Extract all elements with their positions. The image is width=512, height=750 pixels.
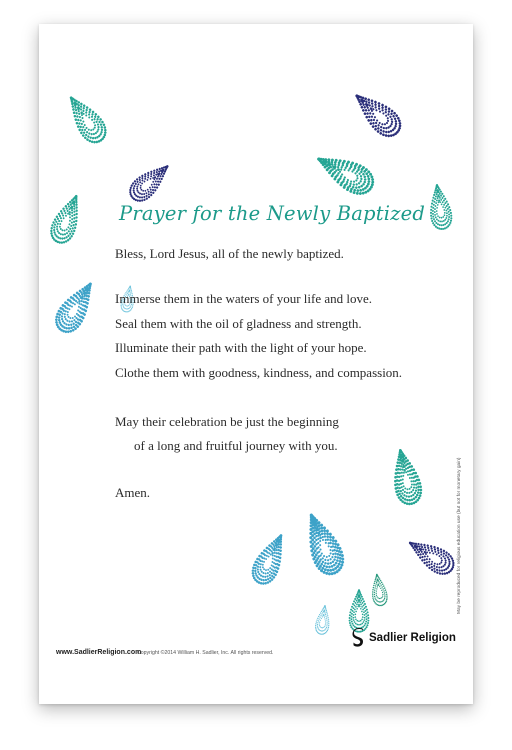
footer-website-link[interactable]: www.SadlierReligion.com <box>56 649 142 656</box>
raindrop-icon <box>349 589 370 633</box>
footer-copyright: Copyright ©2014 William H. Sadlier, Inc. All rights reserved. <box>137 650 274 656</box>
raindrop-icon <box>347 85 408 144</box>
raindrop-icon <box>49 276 102 339</box>
raindrop-decorations <box>39 24 473 704</box>
prayer-line-3: Seal them with the oil of gladness and strength. <box>115 316 362 331</box>
raindrop-icon <box>46 190 88 247</box>
prayer-sheet <box>39 24 473 704</box>
prayer-line-7: of a long and fruitful journey with you. <box>134 438 338 453</box>
brand-name: Sadlier Religion <box>369 632 456 644</box>
raindrop-icon <box>296 508 349 580</box>
raindrop-icon <box>403 532 460 580</box>
sadlier-s-logo-icon <box>352 628 366 648</box>
prayer-line-6: May their celebration be just the beginning <box>115 414 339 429</box>
prayer-title: Prayer for the Newly Baptized <box>119 202 426 225</box>
prayer-line-5: Clothe them with goodness, kindness, and compassion. <box>115 365 403 380</box>
raindrop-icon <box>310 145 379 201</box>
prayer-line-4: Illuminate their path with the light of your hope. <box>115 340 367 355</box>
raindrop-icon <box>314 604 332 636</box>
raindrop-icon <box>247 529 294 589</box>
prayer-amen: Amen. <box>115 485 151 500</box>
prayer-line-1: Bless, Lord Jesus, all of the newly baptized. <box>115 246 344 261</box>
usage-note: May be reproduced for religious education use (but not for monetary gain) <box>457 457 462 614</box>
raindrop-icon <box>124 157 176 207</box>
raindrop-icon <box>369 573 389 608</box>
prayer-line-2: Immerse them in the waters of your life and love. <box>115 291 373 306</box>
sadlier-religion-logo <box>352 628 456 648</box>
raindrop-icon <box>60 89 113 149</box>
raindrop-icon <box>387 446 426 508</box>
